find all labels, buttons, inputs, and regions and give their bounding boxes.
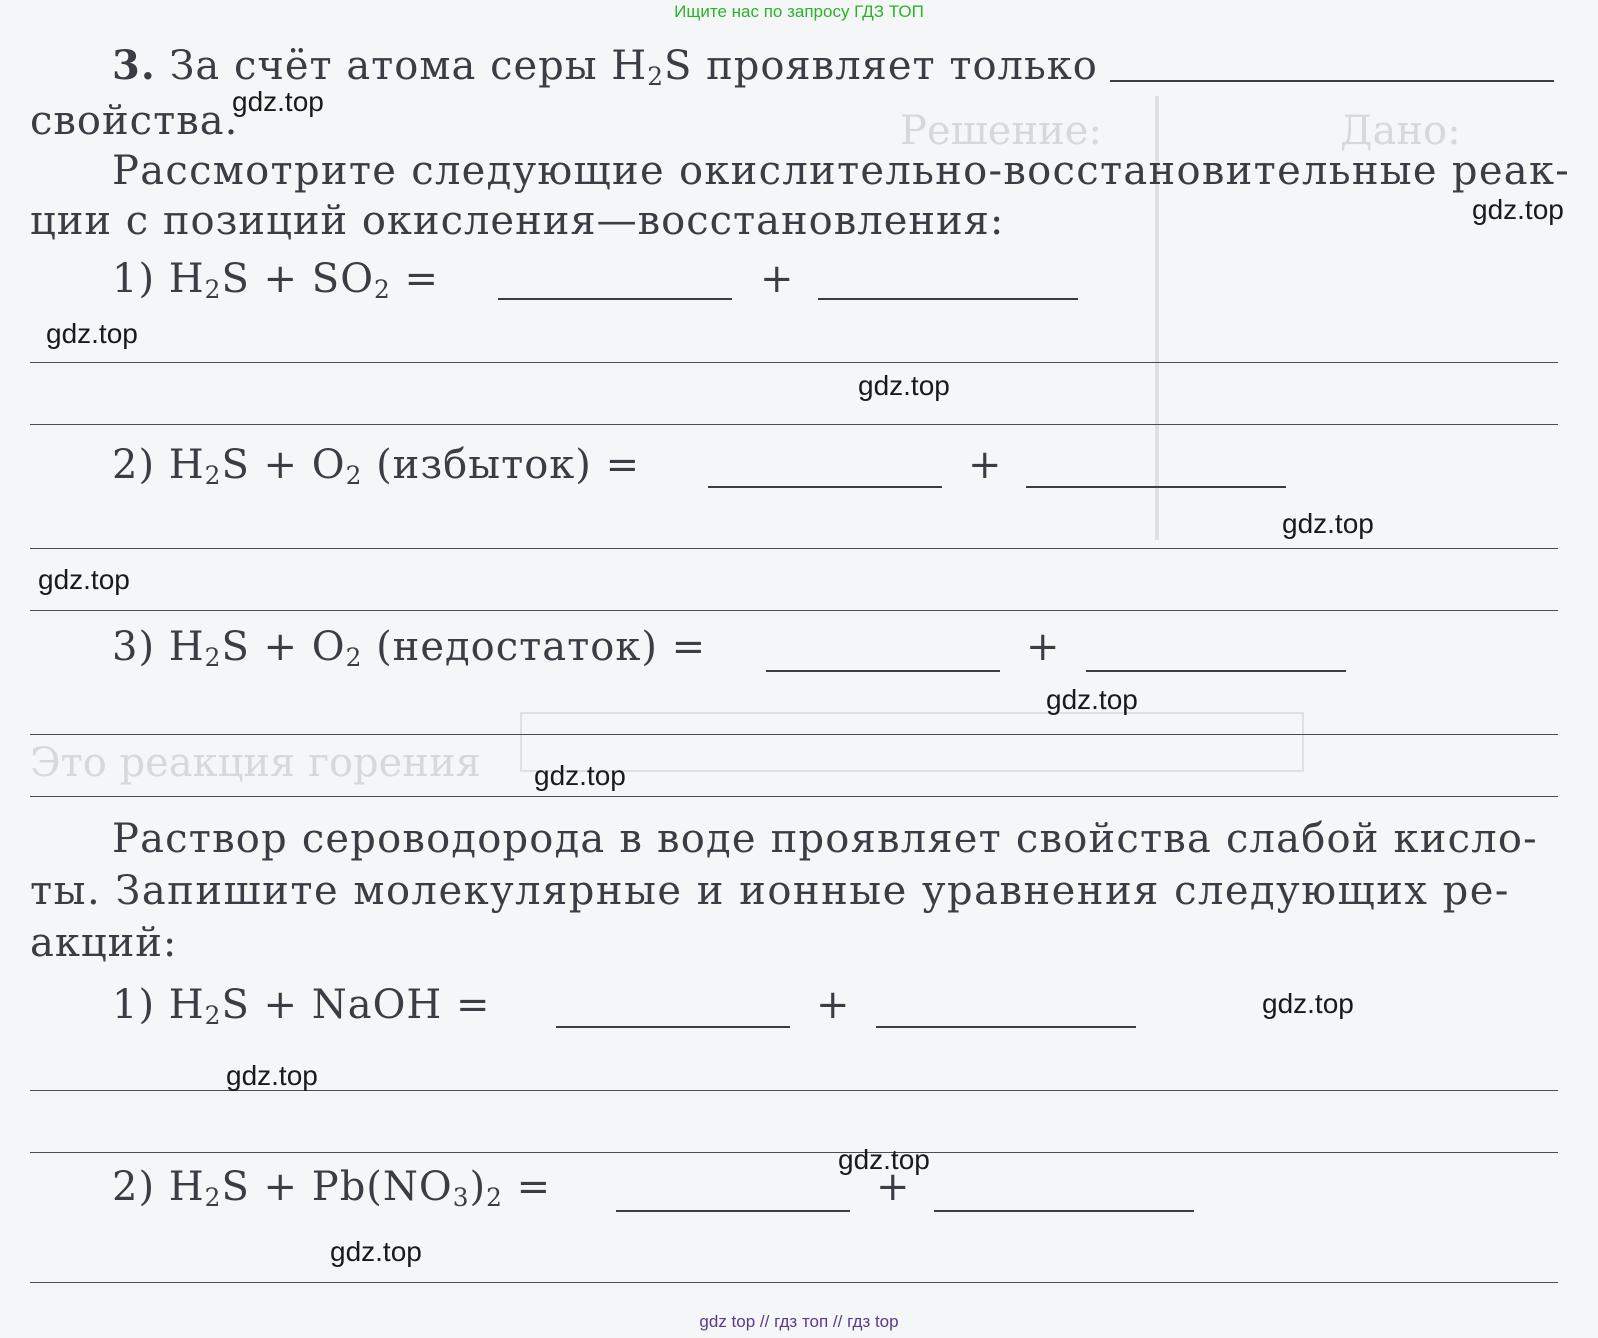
plus-sign: +	[760, 256, 795, 302]
watermark: gdz.top	[1262, 988, 1354, 1019]
watermark: gdz.top	[330, 1236, 422, 1267]
answer-line[interactable]	[30, 734, 1558, 735]
subscript: 2	[204, 461, 222, 491]
task3-line2: свойства.	[30, 98, 239, 144]
reaction-tail: (недостаток) =	[362, 624, 707, 670]
watermark: gdz.top	[1472, 194, 1564, 225]
plus-sign: +	[816, 982, 851, 1028]
reaction-label: 2) H	[112, 442, 205, 488]
task3-text-a: За счёт атома серы H	[169, 43, 648, 89]
acid-reaction-1	[112, 982, 491, 1030]
subscript: 2	[204, 1001, 222, 1031]
watermark: gdz.top	[534, 760, 626, 791]
subscript: 2	[345, 643, 363, 673]
acid-intro-line2: ты. Запишите молекулярные и ионные уравнения следующих ре-	[30, 868, 1510, 914]
watermark: gdz.top	[46, 318, 138, 349]
acid-reaction-2	[112, 1164, 551, 1212]
reaction-tail: =	[502, 1164, 552, 1210]
product-blank-4b[interactable]	[876, 1026, 1136, 1028]
plus-sign: +	[968, 442, 1003, 488]
acid-intro-line3: акций:	[30, 920, 178, 966]
answer-line[interactable]	[30, 362, 1558, 363]
product-blank-3b[interactable]	[1086, 670, 1346, 672]
plus-sign: +	[1026, 624, 1061, 670]
redox-reaction-3	[112, 624, 706, 672]
subscript: 2	[647, 62, 664, 92]
task3-line1	[112, 42, 1098, 91]
reaction-label: 1) H	[112, 982, 205, 1028]
subscript: 2	[486, 1183, 503, 1213]
bottom-banner[interactable]: gdz top // гдз топ // гдз top	[699, 1312, 899, 1331]
watermark: gdz.top	[38, 564, 130, 595]
product-blank-5b[interactable]	[934, 1210, 1194, 1212]
answer-line[interactable]	[30, 610, 1558, 611]
answer-line[interactable]	[30, 1152, 1558, 1153]
reaction-formula: S + O	[221, 442, 346, 488]
subscript: 2	[204, 643, 222, 673]
reaction-label: 2) H	[112, 1164, 205, 1210]
reaction-label: 1) H	[112, 256, 205, 302]
product-blank-4a[interactable]	[556, 1026, 790, 1028]
product-blank-3a[interactable]	[766, 670, 1000, 672]
answer-line[interactable]	[30, 1282, 1558, 1283]
reaction-tail: =	[390, 256, 439, 302]
ghost-box-grid	[520, 712, 1304, 772]
subscript: 3	[452, 1183, 470, 1213]
product-blank-1b[interactable]	[818, 298, 1078, 300]
subscript: 2	[204, 275, 222, 305]
reaction-tail: (избыток) =	[362, 442, 641, 488]
watermark: gdz.top	[226, 1060, 318, 1091]
product-blank-2b[interactable]	[1026, 486, 1286, 488]
product-blank-2a[interactable]	[708, 486, 942, 488]
top-banner[interactable]: Ищите нас по запросу ГДЗ ТОП	[674, 2, 924, 21]
task3-text-b: S проявляет только	[663, 43, 1098, 89]
reaction-formula: S + Pb(NO	[221, 1164, 453, 1210]
acid-intro-line1: Раствор сероводорода в воде проявляет свойства слабой кисло-	[112, 816, 1538, 862]
subscript: 2	[204, 1183, 222, 1213]
redox-intro-line1: Рассмотрите следующие окислительно-восстановительные реак-	[112, 148, 1571, 194]
answer-line[interactable]	[30, 796, 1558, 797]
ghost-text-given: Дано:	[1340, 108, 1461, 154]
ghost-text-combustion: Это реакция горения	[30, 740, 481, 786]
reaction-formula: S + SO	[221, 256, 374, 302]
redox-intro-line2: ции с позиций окисления—восстановления:	[30, 198, 1005, 244]
reaction-formula: S + O	[221, 624, 346, 670]
watermark: gdz.top	[1282, 508, 1374, 539]
plus-sign: +	[876, 1164, 911, 1210]
redox-reaction-2	[112, 442, 640, 490]
answer-line[interactable]	[30, 424, 1558, 425]
watermark: gdz.top	[1046, 684, 1138, 715]
reaction-formula: )	[469, 1164, 487, 1210]
subscript: 2	[345, 461, 363, 491]
watermark: gdz.top	[232, 86, 324, 117]
watermark: gdz.top	[858, 370, 950, 401]
ghost-text-solution: Решение:	[900, 108, 1102, 154]
redox-reaction-1	[112, 256, 439, 304]
subscript: 2	[373, 275, 391, 305]
answer-blank-properties[interactable]	[1110, 80, 1554, 82]
reaction-label: 3) H	[112, 624, 205, 670]
watermark: gdz.top	[838, 1144, 930, 1175]
reaction-formula: S + NaOH =	[221, 982, 491, 1028]
answer-line[interactable]	[30, 548, 1558, 549]
task-number: 3.	[112, 42, 156, 89]
product-blank-5a[interactable]	[616, 1210, 850, 1212]
product-blank-1a[interactable]	[498, 298, 732, 300]
